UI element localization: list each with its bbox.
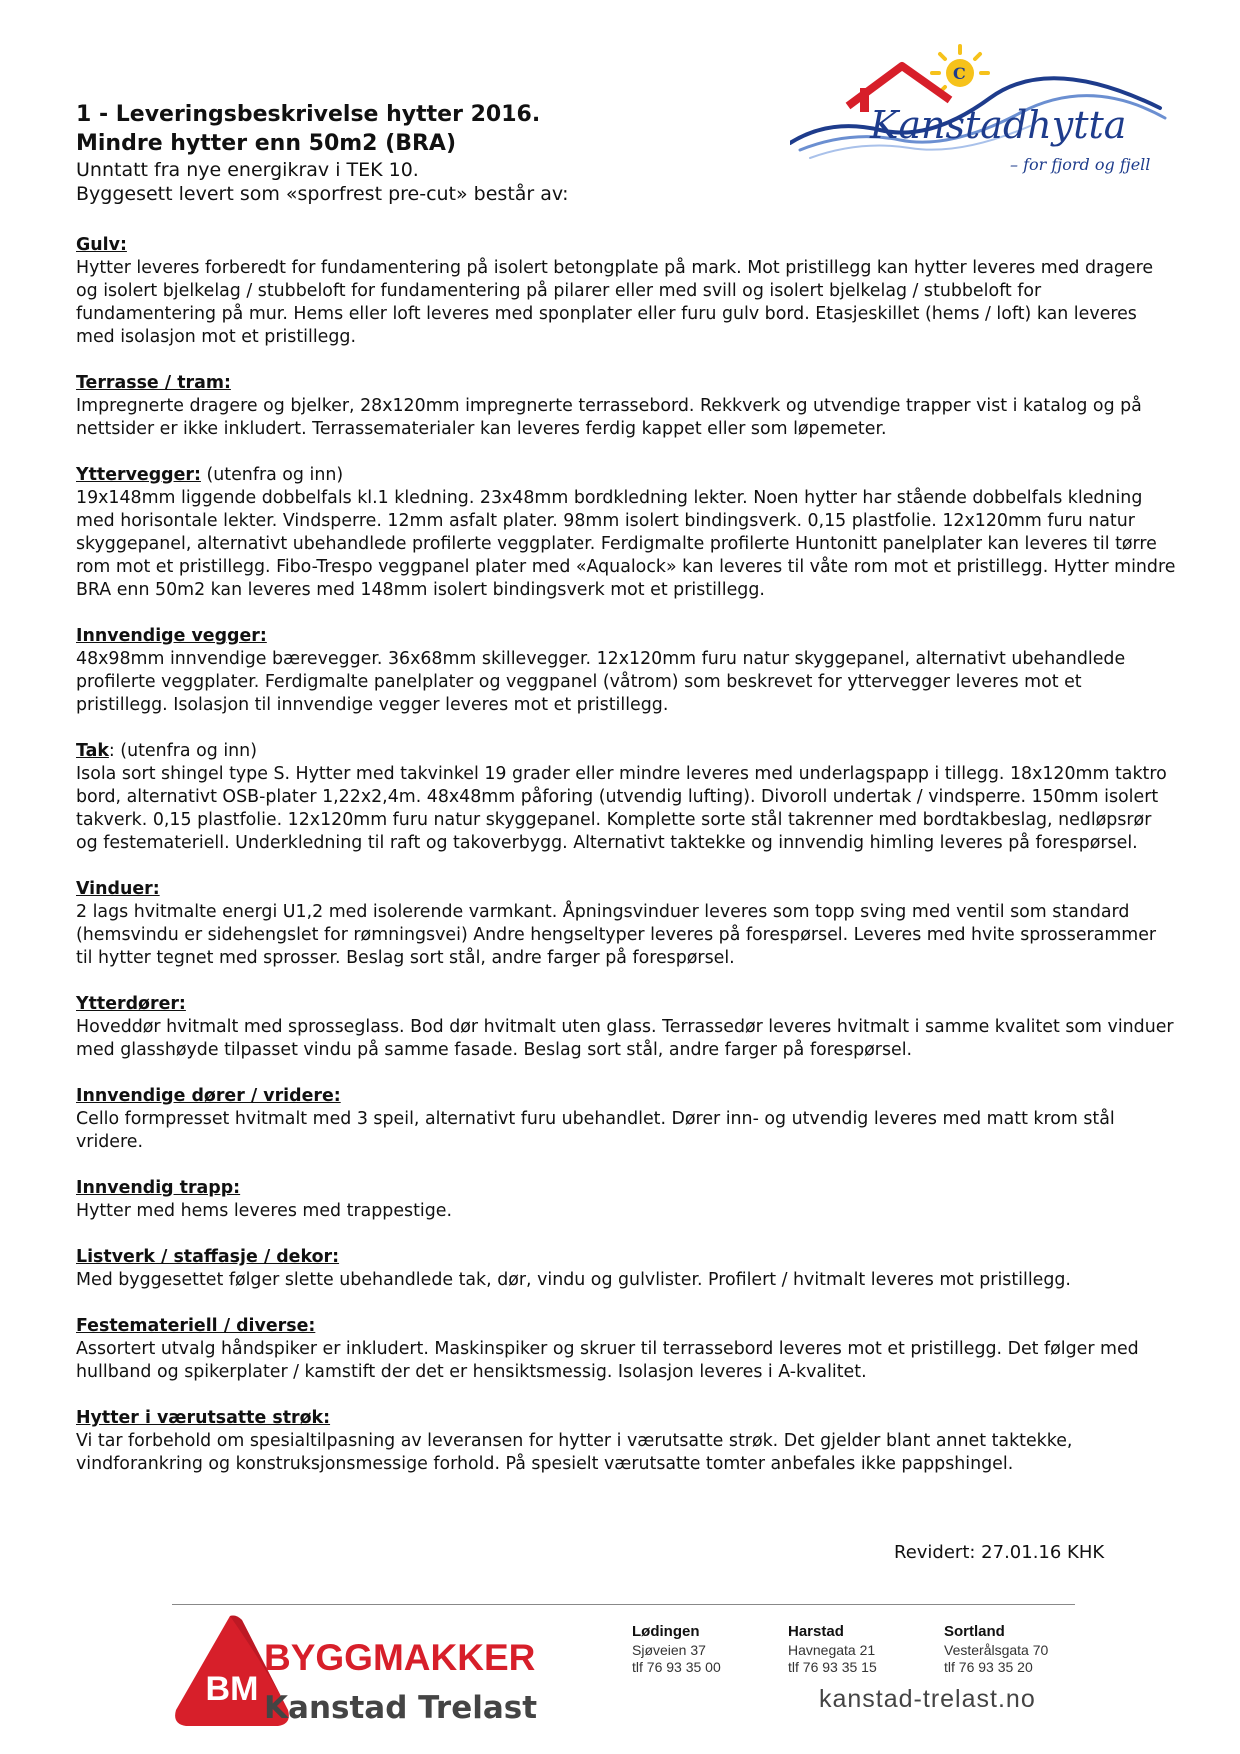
- section-vinduer: [76, 878, 1176, 970]
- section-listverk: [76, 1246, 1176, 1292]
- branch-name: Harstad: [788, 1623, 844, 1640]
- section-title: Gulv:: [76, 235, 127, 255]
- section-text: Assortert utvalg håndspiker er inkludert. Maskinspiker og skruer til terrassebord leveres mot et pristillegg. Det følger med hullband og spikerplater / kamstift der det er hensiktsmessig. Isolasjon leveres i A-kvalitet.: [76, 1339, 1139, 1382]
- section-text: Med byggesettet følger slette ubehandlede tak, dør, vindu og gulvlister. Profilert / hvitmalt leveres mot pristillegg.: [76, 1270, 1071, 1290]
- section-text: Hoveddør hvitmalt med sprosseglass. Bod dør hvitmalt uten glass. Terrassedør leveres hvitmalt i samme kvalitet som vinduer med glasshøyde tilpasset vindu på samme fasade. Beslag sort stål, andre farger på forespørsel.: [76, 1017, 1174, 1060]
- section-title: Listverk / staffasje / dekor:: [76, 1247, 340, 1267]
- section-title: Festemateriell / diverse:: [76, 1316, 316, 1336]
- section-innvendige-dorer: [76, 1085, 1176, 1154]
- bm-badge-text: BM: [205, 1670, 259, 1708]
- brand-name: BYGGMAKKER: [264, 1637, 536, 1678]
- section-vaerutsatte-strok: [76, 1407, 1176, 1476]
- section-text: 2 lags hvitmalte energi U1,2 med isolerende varmkant. Åpningsvinduer leveres som topp sving med ventil som standard (hemsvindu er sidehengslet for rømningsvei) Andre hengseltyper leveres på forespørsel. Leveres med hvite sprosserammer til hytter tegnet med sprosser. Beslag sort stål, andre farger på forespørsel.: [76, 902, 1157, 968]
- section-yttervegger: [76, 464, 1176, 602]
- document-subtitle-line-1: Unntatt fra nye energikrav i TEK 10.: [76, 159, 419, 181]
- section-festemateriell: [76, 1315, 1176, 1384]
- section-text: Hytter leveres forberedt for fundamentering på isolert betongplate på mark. Mot pristillegg kan hytter leveres med dragere og isolert bjelkelag / stubbeloft for fundamentering på pilarer eller med svill og isolert bjelkelag / stubbeloft for fundamentering på mur. Hems eller loft leveres med sponplater eller furu gulv bord. Etasjeskillet (hems / loft) kan leveres med isolasjon mot et pristillegg.: [76, 258, 1154, 347]
- section-innvendig-trapp: [76, 1177, 1176, 1223]
- website-link[interactable]: kanstad-trelast.no: [819, 1685, 1036, 1713]
- section-text: Hytter med hems leveres med trappestige.: [76, 1201, 453, 1221]
- footer-divider: [172, 1604, 1075, 1605]
- branch-phone: tlf 76 93 35 20: [944, 1659, 1033, 1675]
- document-title-line-1: 1 - Leveringsbeskrivelse hytter 2016.: [76, 102, 541, 127]
- specification-sections: [76, 234, 1176, 1499]
- section-title: Terrasse / tram:: [76, 373, 231, 393]
- document-subtitle-line-2: Byggesett levert som «sporfrest pre-cut» består av:: [76, 183, 569, 205]
- section-text: 19x148mm liggende dobbelfals kl.1 kledning. 23x48mm bordkledning lekter. Noen hytter har stående dobbelfals kledning med horisontale lekter. Vindsperre. 12mm asfalt plater. 98mm isolert bindingsverk. 0,15 plastfolie. 12x120mm furu natur skyggepanel, alternativt ubehandlede profilerte veggplater. Ferdigmalte profilerte Huntonitt panelplater kan leveres til tørre rom mot et pristillegg. Fibo-Trespo veggpanel plater med «Aqualock» kan leveres til våte rom mot et pristillegg. Hytter mindre BRA enn 50m2 kan leveres med 148mm isolert bindingsverk mot et pristillegg.: [76, 488, 1176, 600]
- branch-phone: tlf 76 93 35 15: [788, 1659, 877, 1675]
- section-innvendige-vegger: [76, 625, 1176, 717]
- sun-icon: [932, 46, 988, 92]
- section-note: (utenfra og inn): [200, 465, 344, 485]
- section-tak: [76, 740, 1176, 855]
- branch-phone: tlf 76 93 35 00: [632, 1659, 721, 1675]
- byggmakker-logo: [170, 1614, 570, 1734]
- section-text: Cello formpresset hvitmalt med 3 speil, alternativt furu ubehandlet. Dører inn- og utvendig leveres med matt krom stål vridere.: [76, 1109, 1115, 1152]
- revision-note: Revidert: 27.01.16 KHK: [894, 1542, 1105, 1563]
- section-title: Innvendig trapp:: [76, 1178, 241, 1198]
- branch-name: Lødingen: [632, 1623, 700, 1640]
- section-title: Yttervegger:: [76, 465, 201, 485]
- section-title: Vinduer:: [76, 879, 160, 899]
- section-terrasse: [76, 372, 1176, 441]
- section-title: Tak: [76, 741, 109, 761]
- branch-address: Sjøveien 37: [632, 1642, 706, 1658]
- section-title: Innvendige vegger:: [76, 626, 267, 646]
- kanstadhytta-wordmark: Kanstadhytta: [870, 103, 1127, 147]
- branch-lodingen: [632, 1622, 721, 1676]
- section-text: Vi tar forbehold om spesialtilpasning av leveransen for hytter i værutsatte strøk. Det gjelder blant annet taktekke, vindforankring og konstruksjonsmessige forhold. På spesielt værutsatte tomter anbefales ikke pappshingel.: [76, 1431, 1073, 1474]
- section-title: Ytterdører:: [76, 994, 186, 1014]
- section-gulv: [76, 234, 1176, 349]
- brand-subname: Kanstad Trelast: [264, 1690, 538, 1726]
- document-header: [76, 100, 796, 206]
- svg-text:C: C: [953, 64, 966, 83]
- kanstadhytta-tagline: – for fjord og fjell: [1010, 155, 1151, 174]
- section-title: Hytter i værutsatte strøk:: [76, 1408, 331, 1428]
- section-text: Isola sort shingel type S. Hytter med takvinkel 19 grader eller mindre leveres med underlagspapp i tillegg. 18x120mm taktro bord, alternativt OSB-plater 1,22x2,4m. 48x48mm påforing (utvendig lufting). Divoroll undertak / vindsperre. 150mm isolert takverk. 0,15 plastfolie. 12x120mm furu natur skyggepanel. Komplette sorte stål takrenner med bordtakbeslag, nedløpsrør og festemateriell. Underkledning til raft og takoverbygg. Alternativt taktekke og innvendig himling leveres på forespørsel.: [76, 764, 1167, 853]
- branch-harstad: [788, 1622, 877, 1676]
- section-ytterdorer: [76, 993, 1176, 1062]
- kanstadhytta-logo: [790, 38, 1170, 188]
- section-text: 48x98mm innvendige bærevegger. 36x68mm skillevegger. 12x120mm furu natur skyggepanel, alternativt ubehandlede profilerte veggplater. Ferdigmalte panelplater og veggpanel (våtrom) som beskrevet for yttervegger leveres mot et pristillegg. Isolasjon til innvendige vegger leveres mot et pristillegg.: [76, 649, 1126, 715]
- branch-sortland: [944, 1622, 1048, 1676]
- branch-address: Havnegata 21: [788, 1642, 876, 1658]
- section-note: : (utenfra og inn): [108, 741, 257, 761]
- branch-name: Sortland: [944, 1623, 1005, 1640]
- section-title: Innvendige dører / vridere:: [76, 1086, 341, 1106]
- document-title-line-2: Mindre hytter enn 50m2 (BRA): [76, 131, 456, 156]
- branch-address: Vesterålsgata 70: [944, 1642, 1049, 1658]
- section-text: Impregnerte dragere og bjelker, 28x120mm impregnerte terrassebord. Rekkverk og utvendige trapper vist i katalog og på nettsider er ikke inkludert. Terrassematerialer kan leveres ferdig kappet eller som løpemeter.: [76, 396, 1142, 439]
